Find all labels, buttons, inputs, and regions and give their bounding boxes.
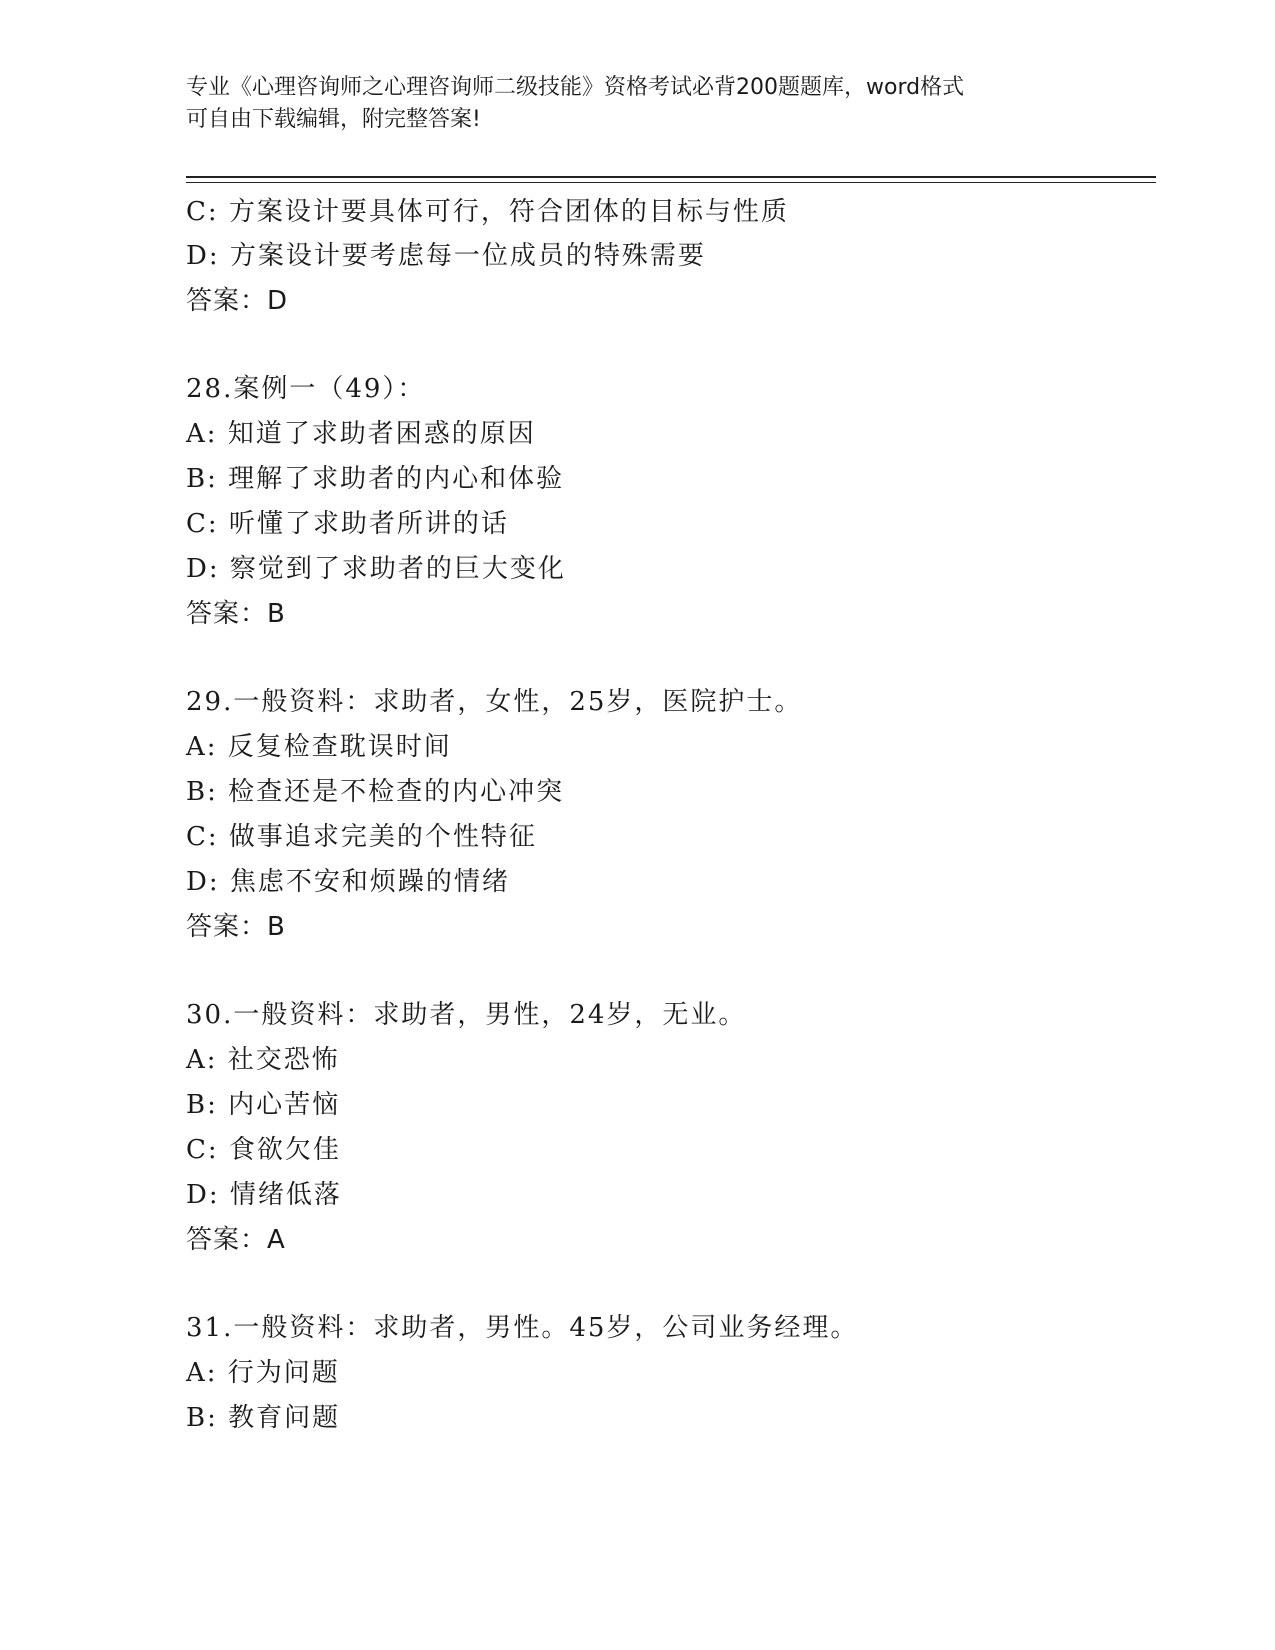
header-divider-thick	[186, 176, 1156, 178]
option-b: B: 理解了求助者的内心和体验	[186, 464, 565, 494]
option-b: B: 内心苦恼	[186, 1090, 341, 1120]
option-c: C: 做事追求完美的个性特征	[186, 822, 537, 852]
question-29: 29.一般资料：求助者，女性，25岁，医院护士。	[186, 687, 803, 717]
option-d: D: 察觉到了求助者的巨大变化	[186, 554, 566, 584]
option-a: A: 知道了求助者困惑的原因	[186, 419, 536, 449]
option-a: A: 社交恐怖	[186, 1045, 340, 1075]
answer: 答案：B	[186, 912, 286, 942]
option-b: B: 检查还是不检查的内心冲突	[186, 777, 565, 807]
question-28: 28.案例一（49）：	[186, 374, 426, 404]
header-line-2: 可自由下载编辑，附完整答案!	[186, 107, 481, 132]
question-30: 30.一般资料：求助者，男性，24岁，无业。	[186, 1000, 747, 1030]
answer: 答案：B	[186, 599, 286, 629]
option-d: D: 焦虑不安和烦躁的情绪	[186, 867, 510, 897]
option-a: A: 行为问题	[186, 1358, 340, 1388]
option-c: C: 食欲欠佳	[186, 1135, 341, 1165]
document-header	[186, 72, 1086, 136]
option-d: D: 情绪低落	[186, 1180, 342, 1210]
answer: 答案：A	[186, 1225, 286, 1255]
header-line-1: 专业《心理咨询师之心理咨询师二级技能》资格考试必背200题题库，word格式	[186, 75, 965, 100]
option-a: A: 反复检查耽误时间	[186, 732, 452, 762]
option-c: C: 听懂了求助者所讲的话	[186, 509, 509, 539]
option-b: B: 教育问题	[186, 1403, 341, 1433]
answer: 答案：D	[186, 286, 289, 316]
header-divider-thin	[186, 182, 1156, 183]
question-31: 31.一般资料：求助者，男性。45岁，公司业务经理。	[186, 1313, 859, 1343]
option-c: C: 方案设计要具体可行，符合团体的目标与性质	[186, 197, 789, 227]
option-d: D: 方案设计要考虑每一位成员的特殊需要	[186, 241, 706, 271]
